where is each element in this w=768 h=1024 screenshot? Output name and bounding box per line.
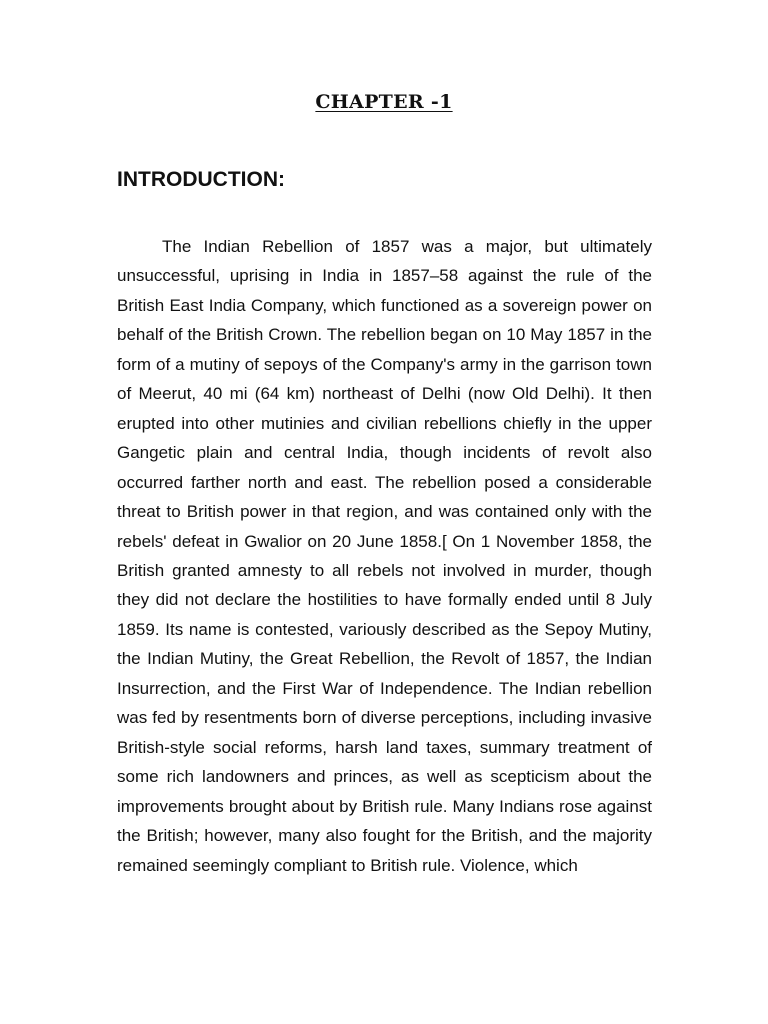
section-heading: INTRODUCTION: [117,168,285,191]
body-paragraph: The Indian Rebellion of 1857 was a major, but ultimately unsuccessful, uprising in India in 1857–58 against the rule of the British East India Company, which functioned as a sovereign power on behalf of the British Crown. The rebellion began on 10 May 1857 in the form of a mutiny of sepoys of the Company's army in the garrison town of Meerut, 40 mi (64 km) northeast of Delhi (now Old Delhi). It then erupted into other mutinies and civilian rebellions chiefly in the upper Gangetic plain and central India, though incidents of revolt also occurred farther north and east. The rebellion posed a considerable threat to British power in that region, and was contained only with the rebels' defeat in Gwalior on 20 June 1858.[ On 1 November 1858, the British granted amnesty to all rebels not involved in murder, though they did not declare the hostilities to have formally ended until 8 July 1859. Its name is contested, variously described as the Sepoy Mutiny, the Indian Mutiny, the Great Rebellion, the Revolt of 1857, the Indian Insurrection, and the First War of Independence. The Indian rebellion was fed by resentments born of diverse perceptions, including invasive British-style social reforms, harsh land taxes, summary treatment of some rich landowners and princes, as well as scepticism about the improvements brought about by British rule. Many Indians rose against the British; however, many also fought for the British, and the majority remained seemingly compliant to British rule. Violence, which [117,237,652,875]
chapter-title: CHAPTER -1 [315,91,453,113]
